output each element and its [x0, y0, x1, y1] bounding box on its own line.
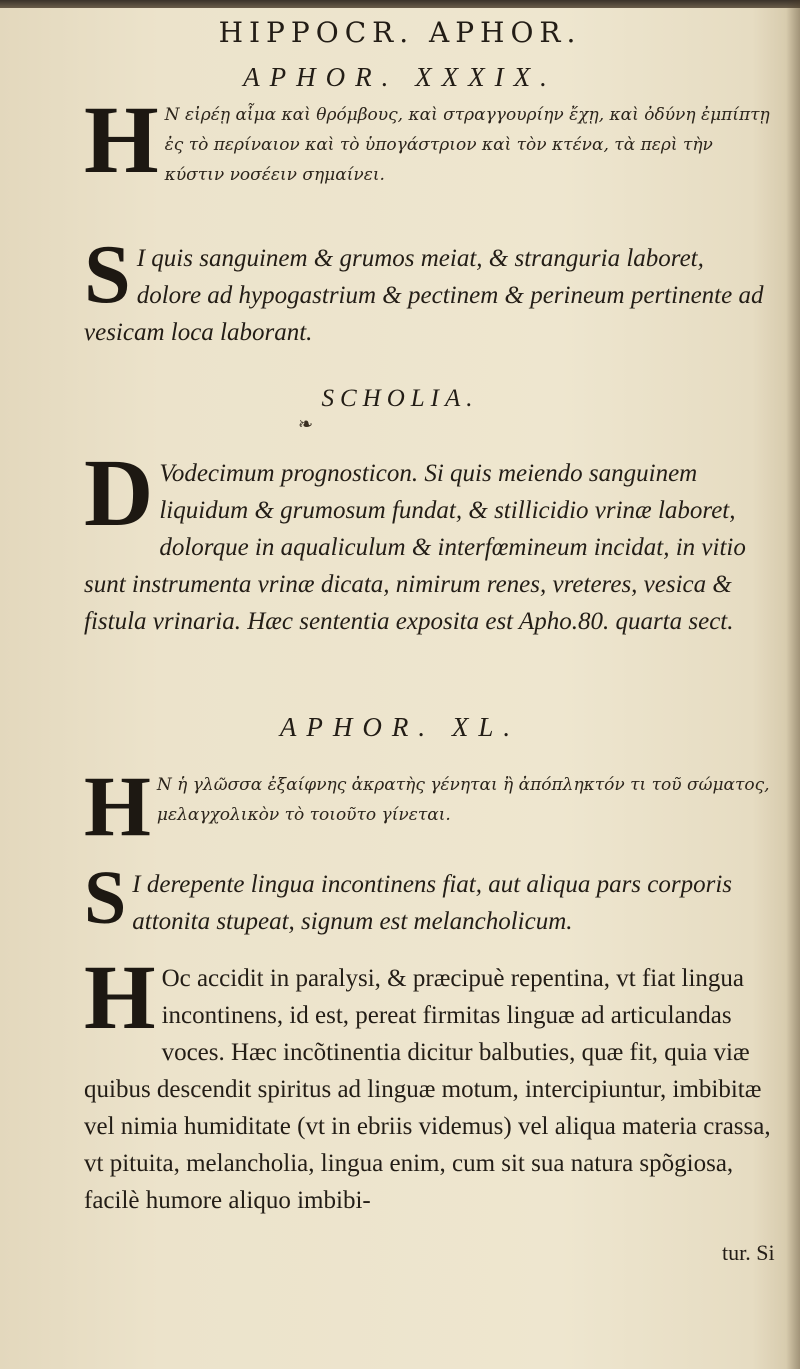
aphorism-39-heading: APHOR. XXXIX.: [243, 62, 557, 92]
page-top-edge: [0, 0, 800, 8]
catchword: tur. Si: [722, 1240, 775, 1265]
greek-text: Ν εἰρέῃ αἷμα καὶ θρόμβους, καὶ στραγγουρίην ἔχῃ, καὶ ὀδύνη ἐμπίπτῃ ἐς τὸ περίναιον καὶ τὸ ὑπογάστριον καὶ τὸν κτένα, τὰ περὶ τὴν κύστιν νοσέειν σημαίνει.: [164, 105, 770, 185]
aphorism-40-latin: [84, 856, 774, 940]
aphorism-39-greek: [84, 86, 774, 193]
scholia-paragraph: [84, 439, 774, 640]
aphorism-40-greek: [84, 758, 774, 854]
commentary-dropcap: H: [84, 946, 156, 1048]
aphorism-40-heading: APHOR. XL.: [279, 712, 521, 742]
running-head: HIPPOCR. APHOR.: [218, 16, 582, 49]
greek-dropcap-40: H: [84, 758, 151, 854]
commentary-text: Oc accidit in paralysi, & præcipuè repentina, vt fiat lingua incontinens, id est, pereat firmitas linguæ ad articulandas voces. Hæc incõtinentia dicitur balbuties, quæ fit, quia viæ quibus descendit spiritus ad linguæ motum, intercipiuntur, imbibitæ vel nimia humiditate (vt in ebriis videmus) vel aliqua materia crassa, vt pituita, melancholia, lingua enim, cum sit sua natura spõgiosa, facilè humore aliquo imbibi-: [84, 965, 771, 1214]
greek-text-40: Ν ἡ γλῶσσα ἐξαίφνης ἀκρατὴς γένηται ἢ ἀπόπληκτόν τι τοῦ σώματος, μελαγχολικὸν τὸ τοιοῦτο γίνεται.: [156, 775, 770, 825]
latin-text: I quis sanguinem & grumos meiat, & stranguria laboret, dolore ad hypogastrium & pectinem & perineum pertinente ad vesicam loca laborant.: [84, 245, 764, 346]
aphorism-40-commentary: [84, 946, 774, 1219]
scholia-heading: SCHOLIA.: [321, 385, 479, 412]
aphorism-39-latin: [84, 228, 774, 351]
latin-text-40: I derepente lingua incontinens fiat, aut aliqua pars corporis attonita stupeat, signum est melancholicum.: [132, 871, 733, 935]
latin-dropcap-40: S: [84, 856, 127, 940]
ornament-icon: ❧: [298, 414, 314, 435]
latin-dropcap: S: [84, 228, 131, 321]
page-gutter-shadow: [786, 0, 800, 1369]
scholia-text: Vodecimum prognosticon. Si quis meiendo sanguinem liquidum & grumosum fundat, & stillicidio vrinæ laboret, dolorque in aqualiculum & interfœmineum incidat, in vitio sunt instrumenta vrinæ dicata, nimirum renes, vreteres, vesica & fistula vrinaria. Hæc sententia exposita est Apho.80. quarta sect.: [84, 460, 746, 635]
scholia-dropcap: D: [84, 439, 154, 546]
greek-dropcap: H: [84, 86, 159, 193]
